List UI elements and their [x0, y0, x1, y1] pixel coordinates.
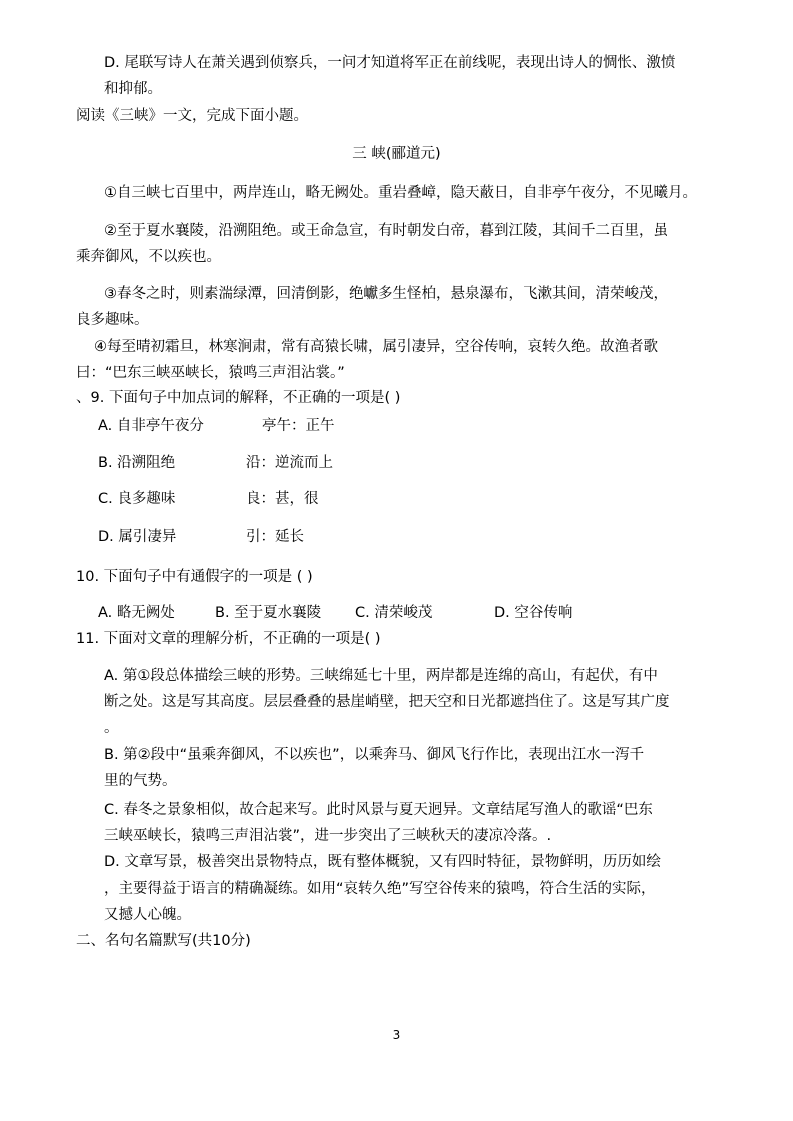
q11-option-a-line1: A. 第①段总体描绘三峡的形势。三峡绵延七十里，两岸都是连绵的高山，有起伏，有中	[104, 668, 658, 684]
passage-paragraph-3-line1: ③春冬之时，则素湍绿潭，回清倒影，绝巘多生怪柏，悬泉瀑布，飞漱其间，清荣峻茂，	[104, 286, 668, 302]
reading-instruction: 阅读《三峡》一文，完成下面小题。	[76, 108, 308, 124]
q11-stem: 11. 下面对文章的理解分析，不正确的一项是( )	[76, 631, 381, 647]
passage-paragraph-4-line1: ④每至晴初霜旦，林寒涧肃，常有高猿长啸，属引凄异，空谷传响，哀转久绝。故渔者歌	[94, 339, 658, 355]
q11-option-b-line2: 里的气势。	[104, 773, 177, 789]
q10-stem: 10. 下面句子中有通假字的一项是 ( )	[76, 569, 313, 585]
passage-paragraph-3-line2: 良多趣味。	[76, 312, 149, 328]
q11-option-c-line2: 三峡巫峡长，猿鸣三声泪沾裳”，进一步突出了三峡秋天的凄凉冷落。.	[104, 828, 552, 844]
q11-option-a-line2: 断之处。这是写其高度。层层叠叠的悬崖峭壁，把天空和日光都遮挡住了。这是写其广度	[104, 694, 670, 710]
passage-paragraph-1: ①自三峡七百里中，两岸连山，略无阙处。重岩叠嶂，隐天蔽日，自非亭午夜分，不见曦月。	[104, 185, 697, 201]
q10-option-a: A. 略无阙处	[98, 605, 175, 621]
q9-option-b-gloss: 沿：逆流而上	[246, 455, 333, 471]
q8-option-d-line2: 和抑郁。	[104, 81, 162, 97]
q9-option-c-gloss: 良：甚，很	[246, 491, 319, 507]
q9-option-b: B. 沿溯阻绝	[98, 455, 176, 471]
q10-option-d: D. 空谷传响	[494, 605, 573, 621]
q8-option-d-line1: D. 尾联写诗人在萧关遇到侦察兵，一问才知道将军正在前线呢，表现出诗人的惆怅、激愤	[104, 55, 676, 71]
page-number: 3	[392, 1028, 401, 1042]
q9-option-c: C. 良多趣味	[98, 491, 176, 507]
q11-option-d-line1: D. 文章写景，极善突出景物特点，既有整体概貌，又有四时特征，景物鲜明，历历如绘	[104, 854, 661, 870]
q10-option-c: C. 清荣峻茂	[355, 605, 433, 621]
q9-stem: 、9. 下面句子中加点词的解释，不正确的一项是( )	[76, 390, 401, 406]
section-2-heading: 二、名句名篇默写(共10分)	[76, 933, 251, 949]
q11-option-d-line2: ，主要得益于语言的精确凝练。如用“哀转久绝”写空谷传来的猿鸣，符合生活的实际，	[104, 881, 656, 897]
passage-title: 三 峡(郦道元)	[352, 146, 441, 162]
q10-option-b: B. 至于夏水襄陵	[215, 605, 322, 621]
q9-option-d-gloss: 引：延长	[246, 529, 304, 545]
passage-paragraph-4-line2: 曰：“巴东三峡巫峡长，猿鸣三声泪沾裳。”	[76, 365, 345, 381]
q11-option-a-line3: 。	[104, 720, 119, 736]
q9-option-a-gloss: 亭午：正午	[262, 418, 335, 434]
q11-option-c-line1: C. 春冬之景象相似，故合起来写。此时风景与夏天迥异。文章结尾写渔人的歌谣“巴东	[104, 802, 653, 818]
q9-option-d: D. 属引凄异	[98, 529, 177, 545]
q11-option-d-line3: 又撼人心魄。	[104, 907, 191, 923]
q11-option-b-line1: B. 第②段中“虽乘奔御风，不以疾也”，以乘奔马、御风飞行作比，表现出江水一泻千	[104, 747, 645, 763]
passage-paragraph-2-line1: ②至于夏水襄陵，沿溯阻绝。或王命急宣，有时朝发白帝，暮到江陵，其间千二百里，虽	[104, 223, 668, 239]
passage-paragraph-2-line2: 乘奔御风，不以疾也。	[76, 249, 221, 265]
q9-option-a: A. 自非亭午夜分	[98, 418, 204, 434]
